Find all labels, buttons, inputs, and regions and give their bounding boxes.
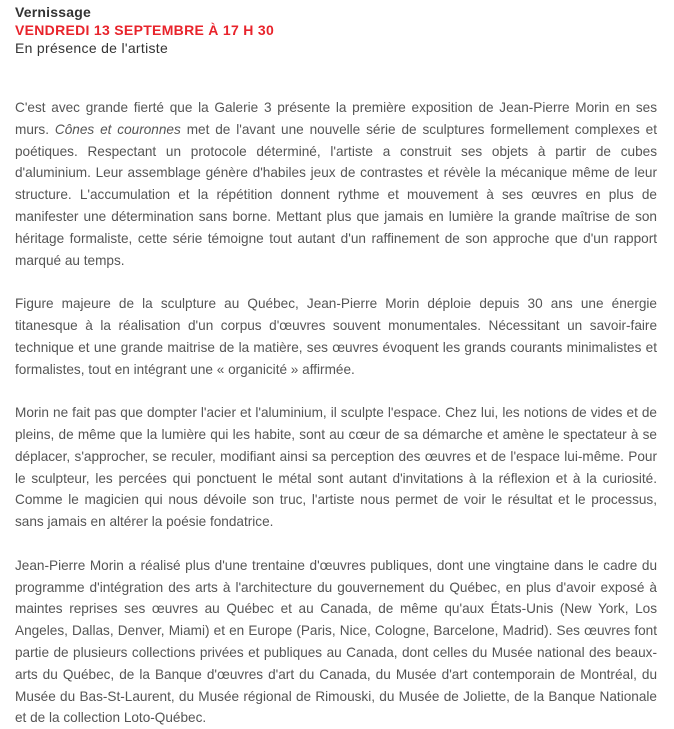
- intro-text-start: C'est avec grande fierté que la Galerie 3 présente la première exposition de Jean-Pierre Morin en ses murs.: [15, 100, 657, 137]
- paragraph-career: Jean-Pierre Morin a réalisé plus d'une trentaine d'œuvres publiques, dont une vingtaine dans le cadre du programme d'intégration des arts à l'architecture du gouvernement du Québec, en plus d'avoir exposé à maintes reprises ses œuvres au Québec et au Canada, de même qu'aux États-Unis (New York, Los Angeles, Dallas, Denver, Miami) et en Europe (Paris, Nice, Cologne, Barcelone, Madrid). Ses œuvres font partie de plusieurs collections privées et publiques au Canada, dont celles du Musée national des beaux-arts du Québec, de la Banque d'œuvres d'art du Canada, du Musée d'art contemporain de Montréal, du Musée du Bas-St-Laurent, du Musée régional de Rimouski, du Musée de Joliette, de la Banque Nationale et de la collection Loto-Québec.: [15, 557, 657, 726]
- paragraph-artist-profile: Figure majeure de la sculpture au Québec, Jean-Pierre Morin déploie depuis 30 ans une énergie titanesque à la réalisation d'un corpus d'œuvres souvent monumentales. Nécessitant un savoir-faire technique et une grande maitrise de la matière, ses œuvres évoquent les grands courants minimalistes et formalistes, tout en intégrant une « organicité » affirmée.: [15, 296, 657, 377]
- intro-text-end: met de l'avant une nouvelle série de sculptures formellement complexes et poétiques. Respectant un protocole déterminé, l'artiste a construit ses objets à partir de cubes d'aluminium. Leur assemblage génère d'habiles jeux de contrastes et révèle la mécanique même de leur structure. L'accumulation et la répétition donnent rythme et mouvement à ses œuvres en plus de manifester une détermination sans borne. Mettant plus que jamais en lumière la grande maîtrise de son héritage formaliste, cette série témoigne tout autant d'un raffinement de son approche que d'un rapport marqué au temps.: [15, 121, 658, 268]
- vernissage-header: [15, 3, 657, 57]
- vernissage-label: Vernissage: [15, 4, 91, 20]
- artist-presence-note: En présence de l'artiste: [15, 40, 169, 56]
- paragraph-intro: [15, 97, 657, 271]
- paragraph-approach: Morin ne fait pas que dompter l'acier et l'aluminium, il sculpte l'espace. Chez lui, les notions de vides et de pleins, de même que la lumière qui les habite, sont au cœur de sa démarche et amène le spectateur à se déplacer, s'approcher, se reculer, modifiant ainsi sa perception des œuvres et de l'espace lui-même. Pour le sculpteur, les percées qui ponctuent le métal sont autant d'invitations à la réflexion et à la curiosité. Comme le magicien qui nous dévoile son truc, l'artiste nous permet de voir le résultat et le processus, sans jamais en altérer la poésie fondatrice.: [15, 405, 657, 530]
- exhibition-title: Cônes et couronnes: [54, 121, 181, 137]
- exhibition-description: [15, 97, 657, 729]
- event-date: VENDREDI 13 SEPTEMBRE À 17 H 30: [15, 22, 275, 38]
